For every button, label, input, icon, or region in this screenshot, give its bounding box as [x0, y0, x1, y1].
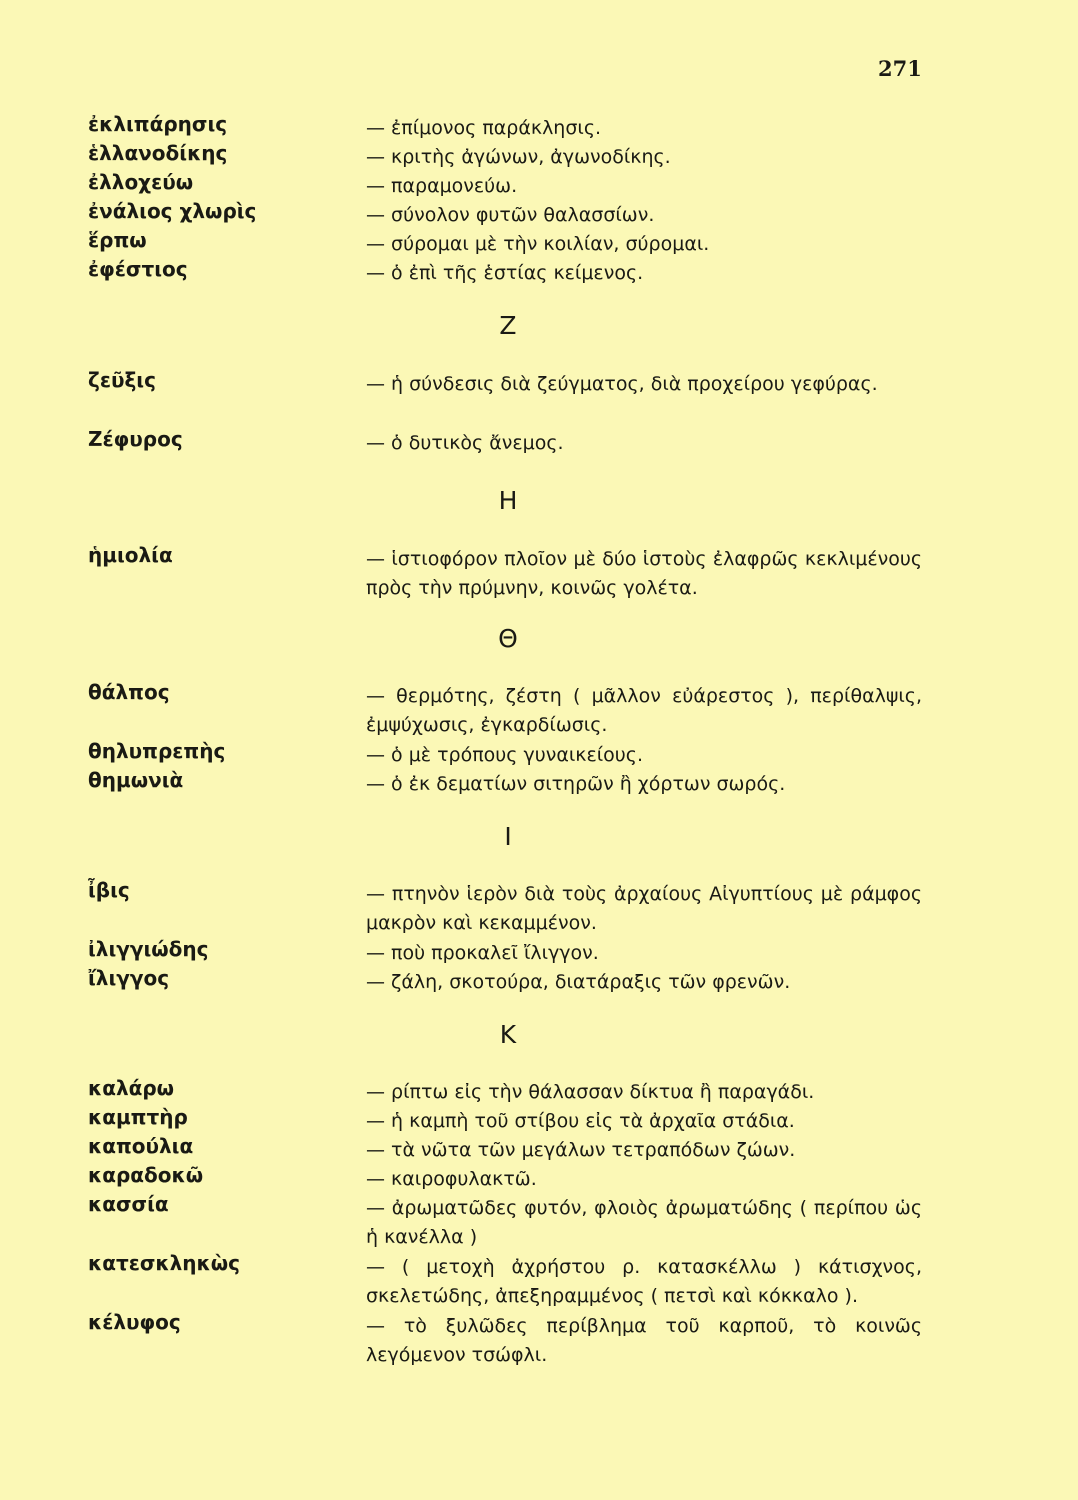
entry-term: ἕρπω	[88, 228, 147, 252]
entry-definition: — ἀρωματῶδες φυτόν, φλοιὸς ἀρωματώδης ( περίπου ὡς ἡ κανέλλα )	[366, 1197, 922, 1248]
section-letter-zeta: Z	[499, 311, 517, 340]
entry-term: ἐλλοχεύω	[88, 170, 194, 194]
page-number: 271	[878, 56, 922, 81]
entry-definition: — ζάλη, σκοτούρα, διατάραξις τῶν φρενῶν.	[366, 971, 791, 993]
entry-definition: — τὸ ξυλῶδες περίβλημα τοῦ καρποῦ, τὸ κοινῶς λεγόμενον τσώφλι.	[366, 1315, 922, 1366]
section-letter-theta: Θ	[498, 624, 518, 653]
entry-term: κατεσκληκὼς	[88, 1251, 240, 1275]
entry-term: κασσία	[88, 1192, 169, 1216]
entry-definition: — ἡ σύνδεσις διὰ ζεύγματος, διὰ προχείρου γεφύρας.	[366, 373, 878, 395]
entry-definition: — κριτὴς ἀγώνων, ἀγωνοδίκης.	[366, 146, 671, 168]
entry-term: ἡμιολία	[88, 543, 173, 567]
entry-definition: — θερμότης, ζέστη ( μᾶλλον εὐάρεστος ), περίθαλψις, ἐμψύχωσις, ἐγκαρδίωσις.	[366, 685, 922, 736]
entry-term: ἶβις	[88, 878, 130, 902]
entry-term: Ζέφυρος	[88, 427, 183, 451]
entry-term: ἐκλιπάρησις	[88, 112, 228, 136]
entry-definition: — ἱστιοφόρον πλοῖον μὲ δύο ἱστοὺς ἐλαφρῶς κεκλιμένους πρὸς τὴν πρύμνην, κοινῶς γολέτα.	[366, 548, 922, 599]
entry-definition: — καιροφυλακτῶ.	[366, 1168, 537, 1190]
entry-definition: — ἡ καμπὴ τοῦ στίβου εἰς τὰ ἀρχαῖα στάδια.	[366, 1110, 795, 1132]
entry-term: ἴλιγγος	[88, 966, 170, 990]
entry-term: καλάρω	[88, 1076, 175, 1100]
entry-definition: — σύρομαι μὲ τὴν κοιλίαν, σύρομαι.	[366, 233, 710, 255]
entry-term: ἐφέστιος	[88, 257, 188, 281]
entry-term: ἰλιγγιώδης	[88, 937, 209, 961]
entry-term: θημωνιὰ	[88, 768, 184, 792]
entry-definition: — παραμονεύω.	[366, 175, 518, 197]
entry-definition: — ( μετοχὴ ἀχρήστου ρ. κατασκέλλω ) κάτισχνος, σκελετώδης, ἀπεξηραμμένος ( πετσὶ καὶ κόκκαλο ).	[366, 1256, 922, 1307]
entry-definition: — ὁ δυτικὸς ἄνεμος.	[366, 432, 564, 454]
section-letter-eta: H	[498, 486, 518, 515]
entry-term: κέλυφος	[88, 1310, 181, 1334]
entry-definition: — τὰ νῶτα τῶν μεγάλων τετραπόδων ζώων.	[366, 1139, 796, 1161]
entry-term: θηλυπρεπὴς	[88, 739, 226, 763]
entry-definition: — ποὺ προκαλεῖ ἴλιγγον.	[366, 942, 599, 964]
entry-definition: — ὁ ἐκ δεματίων σιτηρῶν ἢ χόρτων σωρός.	[366, 773, 786, 795]
section-letter-iota: I	[504, 822, 512, 851]
entry-definition: — πτηνὸν ἱερὸν διὰ τοὺς ἀρχαίους Αἰγυπτίους μὲ ράμφος μακρὸν καὶ κεκαμμένον.	[366, 883, 922, 934]
entry-term: καραδοκῶ	[88, 1163, 204, 1187]
entry-definition: — ἐπίμονος παράκλησις.	[366, 117, 602, 139]
entry-term: ἐνάλιος χλωρὶς	[88, 199, 257, 223]
entry-definition: — ρίπτω εἰς τὴν θάλασσαν δίκτυα ἢ παραγάδι.	[366, 1081, 815, 1103]
entry-definition: — σύνολον φυτῶν θαλασσίων.	[366, 204, 655, 226]
entry-definition: — ὁ μὲ τρόπους γυναικείους.	[366, 744, 643, 766]
entry-term: ἑλλανοδίκης	[88, 141, 228, 165]
entry-definition: — ὁ ἐπὶ τῆς ἑστίας κείμενος.	[366, 262, 644, 284]
entry-term: ζεῦξις	[88, 368, 156, 392]
section-letter-kappa: K	[499, 1020, 517, 1049]
entry-term: καπούλια	[88, 1134, 194, 1158]
entry-term: καμπτὴρ	[88, 1105, 188, 1129]
entry-term: θάλπος	[88, 680, 170, 704]
